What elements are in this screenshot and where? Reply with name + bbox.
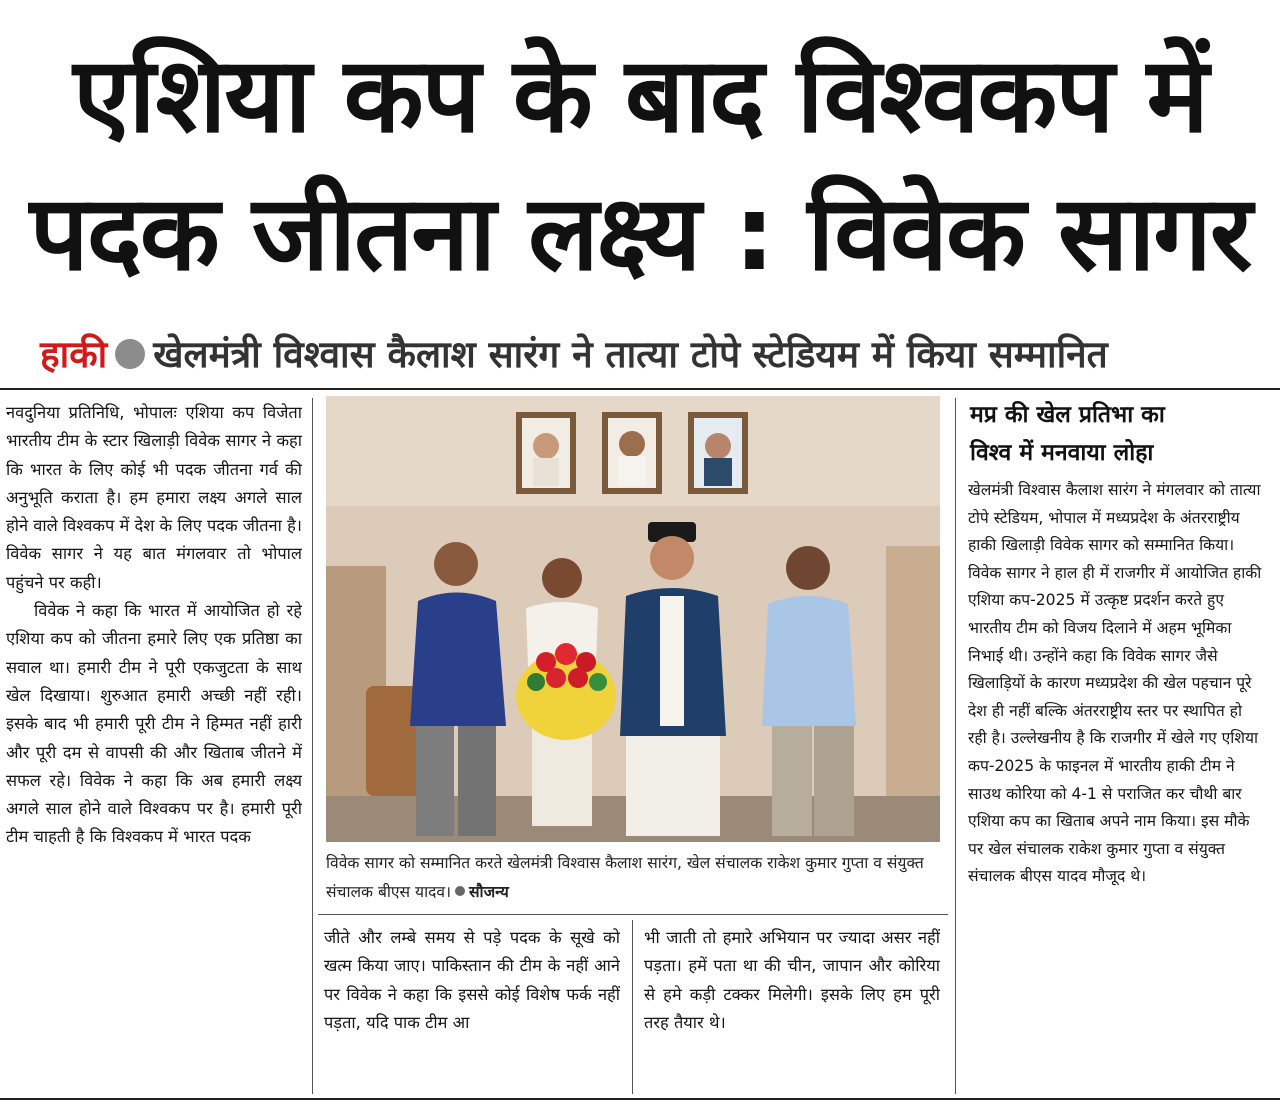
news-photo bbox=[326, 396, 940, 842]
photo-caption-text: विवेक सागर को सम्मानित करते खेलमंत्री विश्वास कैलाश सारंग, खेल संचालक राकेश कुमार गुप्ता व संयुक्त संचालक बीएस यादव। bbox=[326, 854, 924, 901]
sidebar-heading bbox=[970, 396, 1264, 472]
photo-caption bbox=[326, 849, 940, 907]
top-divider bbox=[0, 388, 1280, 390]
column-divider-3 bbox=[955, 398, 956, 1094]
column-divider-2 bbox=[632, 920, 633, 1094]
article-column-3 bbox=[644, 924, 940, 1094]
headline-line-1: एशिया कप के बाद विश्वकप में bbox=[73, 34, 1207, 156]
article-paragraph-2: विवेक ने कहा कि भारत में आयोजित हो रहे एशिया कप को जीतना हमारे लिए एक प्रतिष्ठा का सवाल था। हमारी टीम ने पूरी एकजुटता के साथ खेल दिखाया। शुरुआत हमारी अच्छी नहीं रही। इसके बाद भी हमारी पूरी टीम ने हिम्मत नहीं हारी और पूरी दम से वापसी की और खिताब जीतने में सफल रहे। विवेक ने कहा कि अब हमारी लक्ष्य अगले साल होने वाले विश्वकप पर है। हमारी पूरी टीम चाहती है कि विश्वकप में भारत पदक bbox=[6, 601, 302, 847]
column-divider-1 bbox=[312, 398, 313, 1094]
photo-credit: सौजन्य bbox=[469, 883, 509, 901]
headline-line-2: पदक जीतना लक्ष्य : विवेक सागर bbox=[29, 172, 1251, 294]
felicitation-photo-illustration bbox=[326, 396, 940, 842]
article-paragraph-3: जीते और लम्बे समय से पड़े पदक के सूखे को खत्म किया जाए। पाकिस्तान की टीम के नहीं आने पर विवेक ने कहा कि इससे कोई विशेष फर्क नहीं पड़ता, यदि पाक टीम आ bbox=[324, 928, 620, 1032]
sidebar-heading-line-1: मप्र की खेल प्रतिभा का bbox=[970, 402, 1165, 428]
article-paragraph-1: नवदुनिया प्रतिनिधि, भोपालः एशिया कप विजेता भारतीय टीम के स्टार खिलाड़ी विवेक सागर ने कहा कि भारत के लिए कोई भी पदक जीतना गर्व की अनुभूति कराता है। हम हमारा लक्ष्य अगले साल होने वाले विश्वकप में देश के लिए पदक जीतना है। विवेक सागर ने यह बात मंगलवार तो भोपाल पहुंचने पर कही। bbox=[6, 403, 302, 592]
sidebar-heading-line-2: विश्व में मनवाया लोहा bbox=[970, 440, 1154, 466]
article-column-2 bbox=[324, 924, 620, 1094]
bullet-dot-icon bbox=[115, 339, 145, 369]
credit-dot-icon bbox=[455, 886, 465, 896]
article-column-1 bbox=[6, 399, 302, 1099]
portrait-frames bbox=[516, 412, 748, 494]
subheadline bbox=[40, 326, 1240, 384]
subheadline-text: खेलमंत्री विश्वास कैलाश सारंग ने तात्या टोपे स्टेडियम में किया सम्मानित bbox=[153, 333, 1108, 376]
sidebar-story-text: खेलमंत्री विश्वास कैलाश सारंग ने मंगलवार को तात्या टोपे स्टेडियम, भोपाल में मध्यप्रदेश के अंतरराष्ट्रीय हाकी खिलाड़ी विवेक सागर को सम्मानित किया। विवेक सागर ने हाल ही में राजगीर में आयोजित हाकी एशिया कप-2025 में उत्कृष्ट प्रदर्शन करते हुए भारतीय टीम को विजय दिलाने में अहम भूमिका निभाई थी। उन्होंने कहा कि विवेक सागर जैसे खिलाड़ियों के कारण मध्यप्रदेश की खेल पहचान पूरे देश ही नहीं बल्कि अंतरराष्ट्रीय स्तर पर स्थापित हो रही है। उल्लेखनीय है कि राजगीर में खेले गए एशिया कप-2025 के फाइनल में भारतीय हाकी टीम ने साउथ कोरिया को 4-1 से पराजित कर चौथी बार एशिया कप का खिताब अपने नाम किया। इस मौके पर खेल संचालक राकेश कुमार गुप्ता व संयुक्त संचालक बीएस यादव मौजूद थे। bbox=[968, 481, 1262, 886]
caption-divider bbox=[318, 914, 948, 915]
sidebar-story bbox=[968, 477, 1264, 1097]
article-paragraph-4: भी जाती तो हमारे अभियान पर ज्यादा असर नहीं पड़ता। हमें पता था की चीन, जापान और कोरिया से हमे कड़ी टक्कर मिलेगी। इसके लिए हम पूरी तरह तैयार थे। bbox=[644, 928, 940, 1032]
section-tag: हाकी bbox=[40, 333, 108, 376]
